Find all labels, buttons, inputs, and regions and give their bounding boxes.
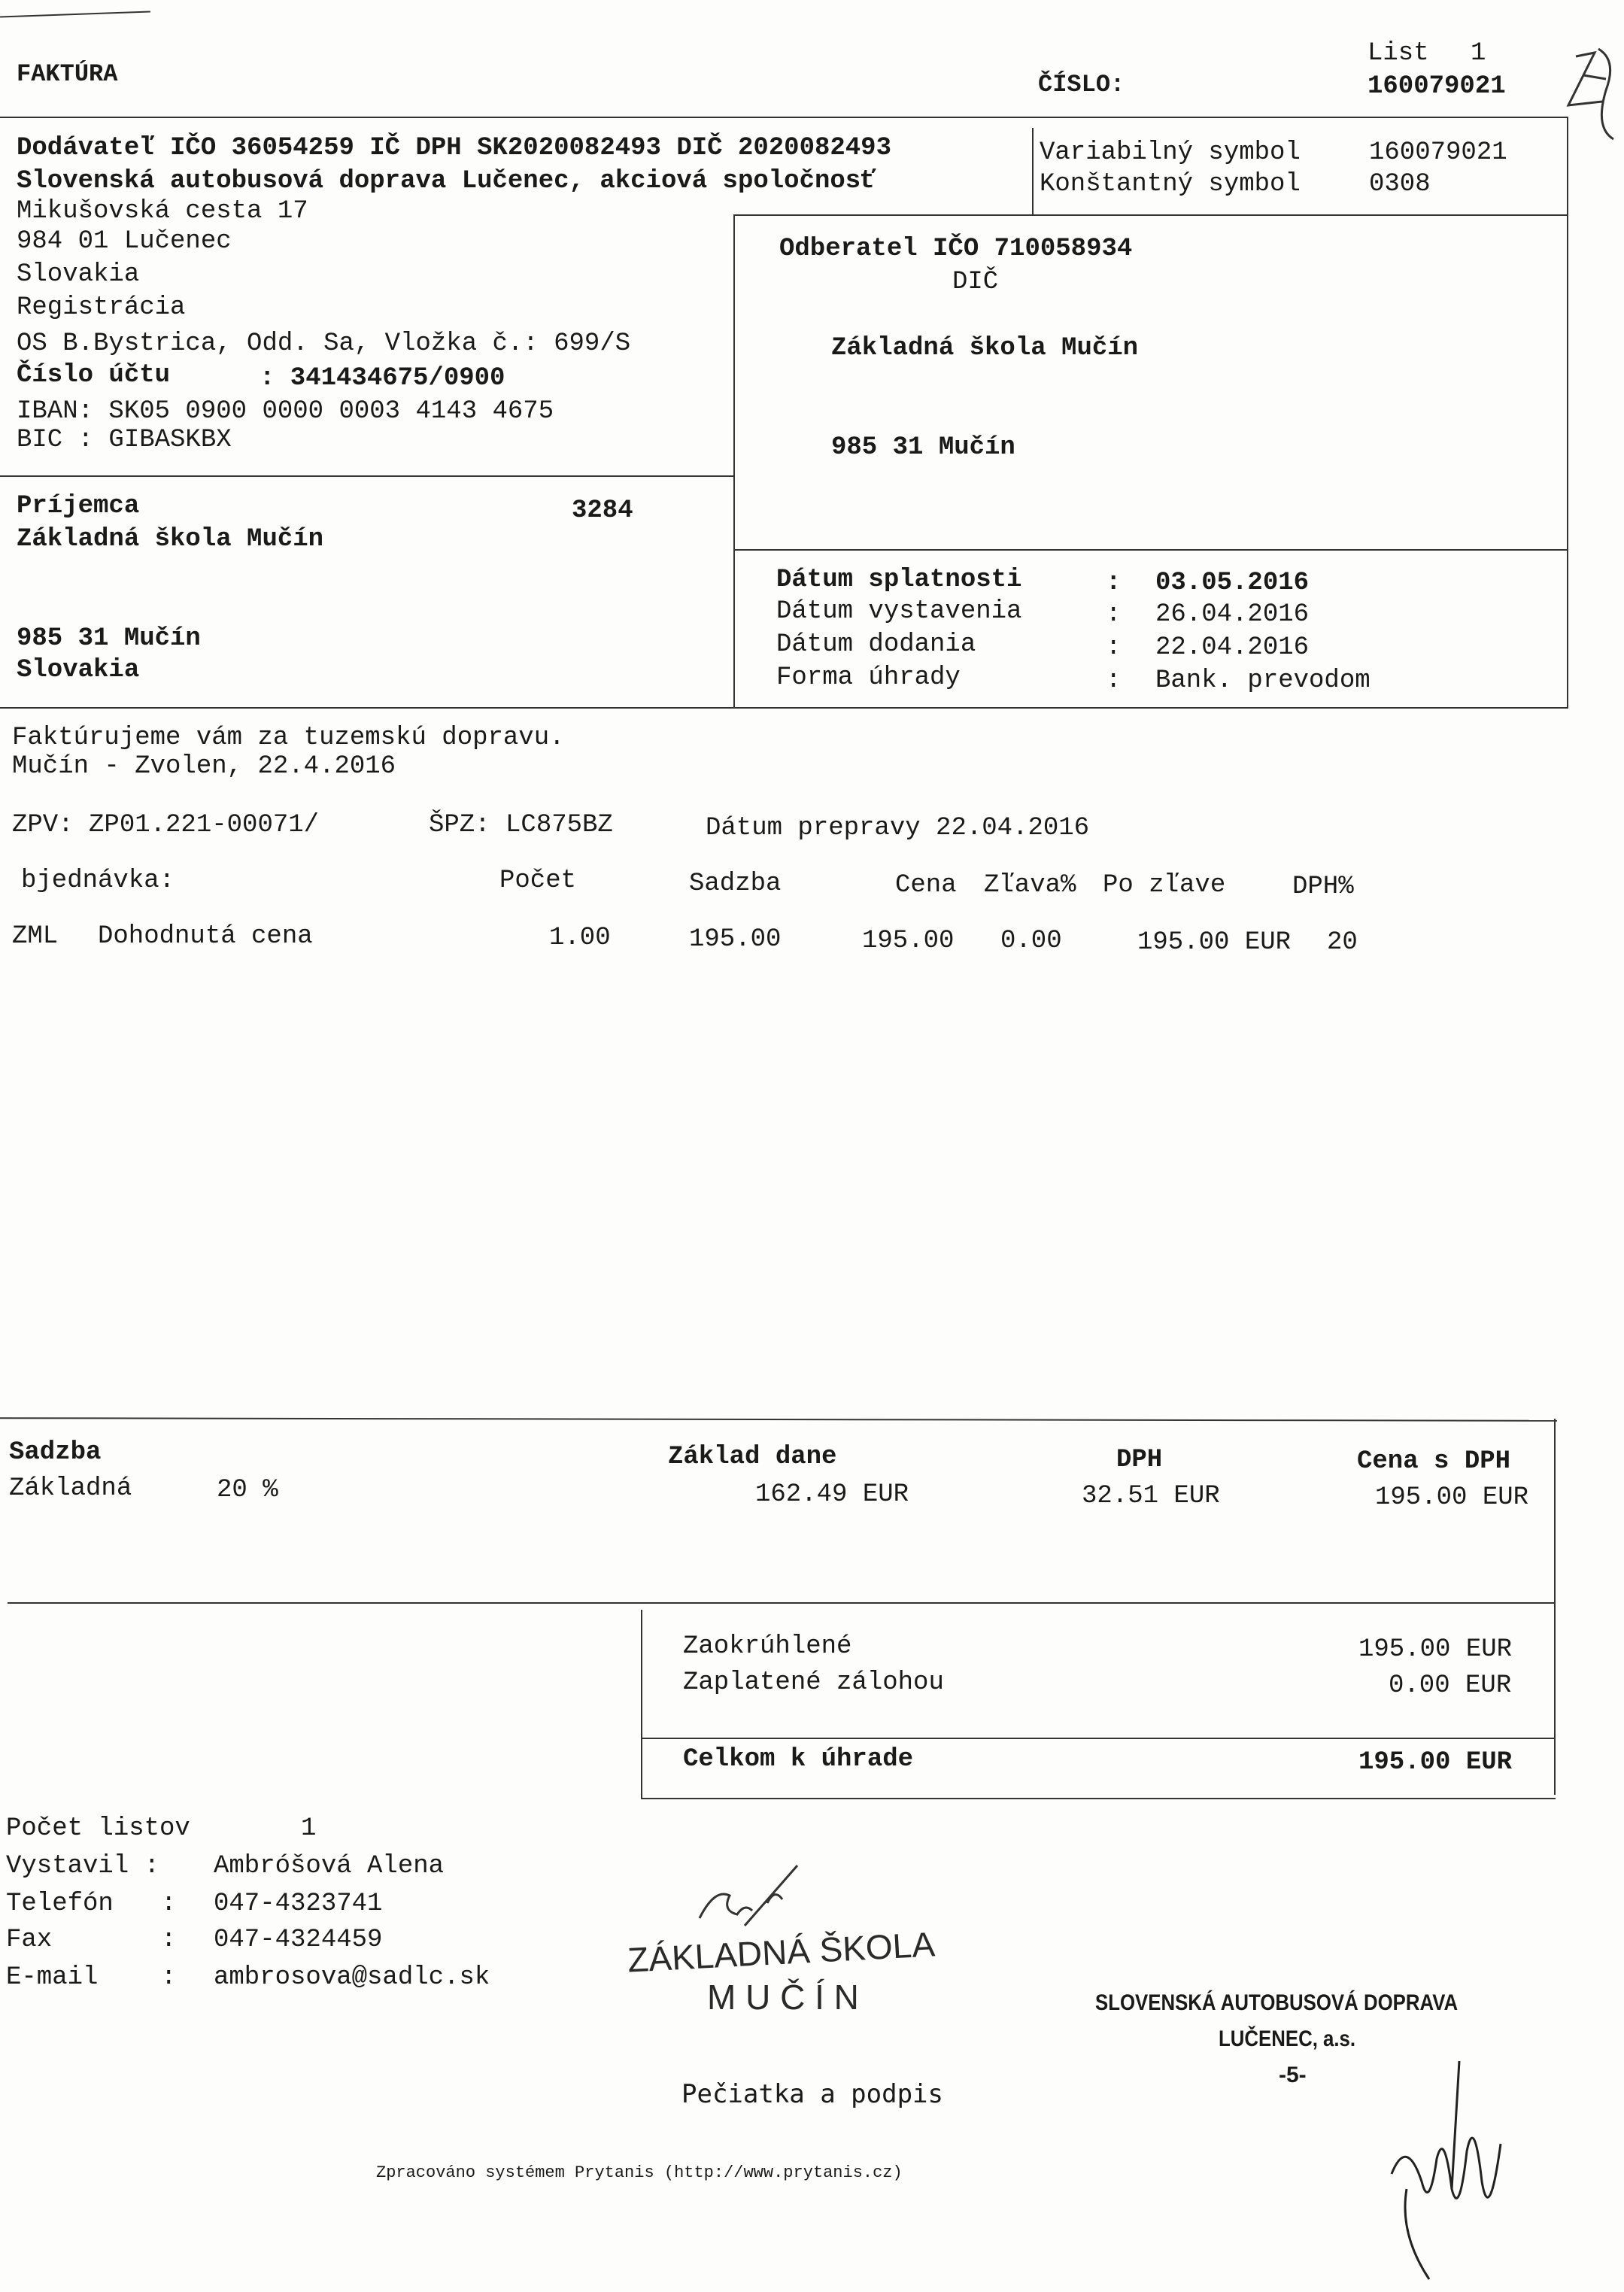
total-due-value: 195.00 EUR	[1358, 1748, 1513, 1777]
supplier-name: Slovenská autobusová doprava Lučenec, akciová spoločnosť	[17, 167, 876, 196]
item-count: 1.00	[549, 924, 611, 952]
constant-symbol-value: 0308	[1369, 170, 1431, 199]
due-date-value: 03.05.2016	[1155, 569, 1310, 597]
vat-row-base: 162.49 EUR	[755, 1480, 909, 1509]
payment-form-colon: :	[1106, 666, 1122, 695]
totals-bottom-border	[641, 1798, 1556, 1799]
school-signature	[692, 1858, 842, 1941]
items-header-order: bjednávka:	[21, 867, 175, 895]
issue-date-label: Dátum vystavenia	[776, 597, 1022, 626]
advance-label: Zaplatené zálohou	[683, 1668, 944, 1697]
invoice-title: FAKTÚRA	[17, 60, 118, 88]
issued-by-label: Vystavil :	[6, 1852, 160, 1881]
email-value: ambrosova@sadlc.sk	[214, 1963, 490, 1992]
issue-date-colon: :	[1106, 600, 1122, 629]
customer-top-border	[733, 214, 1568, 216]
recipient-country: Slovakia	[17, 656, 140, 685]
item-description: Dohodnutá cena	[98, 922, 313, 951]
item-price: 195.00	[862, 927, 955, 955]
vat-row-rate: 20 %	[217, 1476, 278, 1504]
payment-form-label: Forma úhrady	[776, 663, 961, 692]
supplier-registration: OS B.Bystrica, Odd. Sa, Vložka č.: 699/S	[17, 329, 631, 358]
vat-summary-rate-label: Sadzba	[9, 1438, 102, 1467]
company-stamp-line-1: SLOVENSKÁ AUTOBUSOVÁ DOPRAVA	[1095, 1990, 1459, 2015]
supplier-bottom-border	[0, 475, 735, 477]
item-discount: 0.00	[1000, 927, 1062, 955]
transport-date: Dátum prepravy 22.04.2016	[706, 814, 1090, 842]
delivery-date-colon: :	[1106, 633, 1122, 662]
delivery-date-value: 22.04.2016	[1155, 633, 1310, 662]
zpv-number: ZPV: ZP01.221-00071/	[12, 811, 320, 839]
items-header-discount: Zľava%	[984, 871, 1076, 900]
recipient-name: Základná škola Mučín	[17, 525, 324, 554]
sheets-label: Počet listov	[6, 1814, 190, 1843]
dates-top-border	[733, 549, 1568, 551]
vat-row-vat: 32.51 EUR	[1082, 1482, 1220, 1510]
vat-summary-total-label: Cena s DPH	[1357, 1447, 1511, 1476]
top-border	[0, 117, 1568, 118]
fax-colon: :	[161, 1926, 177, 1954]
delivery-date-label: Dátum dodania	[776, 630, 976, 659]
supplier-account-label: Číslo účtu	[17, 361, 171, 390]
recipient-code: 3284	[572, 496, 633, 525]
items-header-count: Počet	[499, 867, 577, 895]
stamp-and-signature-label: Pečiatka a podpis	[681, 2079, 943, 2109]
vehicle-plate: ŠPZ: LC875BZ	[429, 811, 613, 839]
recipient-label: Príjemca	[17, 492, 140, 521]
variable-symbol-value: 160079021	[1369, 138, 1507, 167]
recipient-city: 985 31 Mučín	[17, 624, 201, 653]
page-label: List	[1367, 39, 1429, 68]
page-number: 1	[1471, 39, 1486, 68]
phone-colon: :	[161, 1890, 177, 1918]
item-rate: 195.00	[689, 925, 782, 954]
customer-name: Základná škola Mučín	[831, 334, 1139, 363]
totals-divider	[641, 1738, 1556, 1739]
supplier-country: Slovakia	[17, 260, 140, 289]
constant-symbol-label: Konštantný symbol	[1040, 170, 1301, 199]
number-label: ČÍSLO:	[1038, 71, 1125, 99]
email-label: E-mail	[6, 1963, 99, 1992]
supplier-ids: Dodávateľ IČO 36054259 IČ DPH SK2020082493 DIČ 2020082493	[17, 134, 891, 162]
top-right-border	[1567, 117, 1568, 707]
customer-left-border	[733, 214, 735, 707]
intro-line-2: Mučín - Zvolen, 22.4.2016	[12, 752, 396, 781]
top-block-bottom-border	[0, 707, 1568, 709]
email-colon: :	[161, 1963, 177, 1992]
items-header-rate: Sadzba	[689, 870, 782, 898]
vat-row-name: Základná	[9, 1474, 132, 1503]
item-after-discount: 195.00 EUR	[1137, 928, 1292, 957]
due-date-colon: :	[1106, 569, 1122, 597]
supplier-registration-label: Registrácia	[17, 293, 186, 322]
processed-by-system: Zpracováno systémem Prytanis (http://www.prytanis.cz)	[376, 2163, 903, 2182]
item-vat: 20	[1327, 928, 1358, 957]
rounded-value: 195.00 EUR	[1358, 1635, 1513, 1664]
company-stamp-line-2: LUČENEC, a.s.	[1219, 2026, 1356, 2051]
customer-label: Odberatel IČO 710058934	[779, 235, 1133, 263]
totals-left-border	[641, 1610, 642, 1798]
advance-value: 0.00 EUR	[1389, 1671, 1512, 1700]
vat-summary-top-border	[0, 1417, 1557, 1422]
due-date-label: Dátum splatnosti	[776, 566, 1022, 594]
vat-summary-base-label: Základ dane	[668, 1443, 837, 1471]
fax-value: 047-4324459	[214, 1926, 383, 1954]
variable-symbol-label: Variabilný symbol	[1040, 138, 1301, 167]
customer-city: 985 31 Mučín	[831, 433, 1015, 462]
vat-row-total: 195.00 EUR	[1375, 1483, 1529, 1512]
school-stamp-line-2: M U Č Í N	[707, 1978, 859, 2017]
supplier-bic: BIC : GIBASKBX	[17, 426, 232, 454]
company-stamp-line-3: -5-	[1279, 2063, 1307, 2087]
rounded-label: Zaokrúhlené	[683, 1632, 852, 1661]
symbols-left-border	[1032, 128, 1034, 214]
payment-form-value: Bank. prevodom	[1155, 666, 1371, 695]
handwritten-mark-top-right	[1561, 45, 1621, 143]
school-stamp-line-1: ZÁKLADNÁ ŠKOLA	[626, 1924, 936, 1980]
item-code: ZML	[12, 922, 59, 951]
vat-summary-bottom-border	[8, 1602, 1556, 1604]
company-signature	[1361, 2054, 1512, 2287]
intro-line-1: Faktúrujeme vám za tuzemskú dopravu.	[12, 724, 565, 752]
customer-dic: DIČ	[952, 268, 999, 296]
supplier-city: 984 01 Lučenec	[17, 227, 232, 256]
scan-mark-top-left	[0, 11, 150, 18]
phone-value: 047-4323741	[214, 1890, 383, 1918]
phone-label: Telefón	[6, 1890, 114, 1918]
issued-by-value: Ambróšová Alena	[214, 1852, 445, 1881]
sheets-value: 1	[301, 1814, 317, 1843]
supplier-iban: IBAN: SK05 0900 0000 0003 4143 4675	[17, 397, 554, 426]
vat-summary-vat-label: DPH	[1116, 1446, 1163, 1474]
issue-date-value: 26.04.2016	[1155, 600, 1310, 629]
supplier-account: : 341434675/0900	[260, 364, 505, 393]
total-due-label: Celkom k úhrade	[683, 1745, 914, 1774]
fax-label: Fax	[6, 1926, 53, 1954]
items-header-after: Po zľave	[1103, 871, 1226, 900]
items-header-price: Cena	[895, 871, 957, 900]
supplier-street: Mikušovská cesta 17	[17, 197, 308, 226]
items-header-vat: DPH%	[1292, 873, 1354, 901]
invoice-number: 160079021	[1367, 72, 1506, 101]
